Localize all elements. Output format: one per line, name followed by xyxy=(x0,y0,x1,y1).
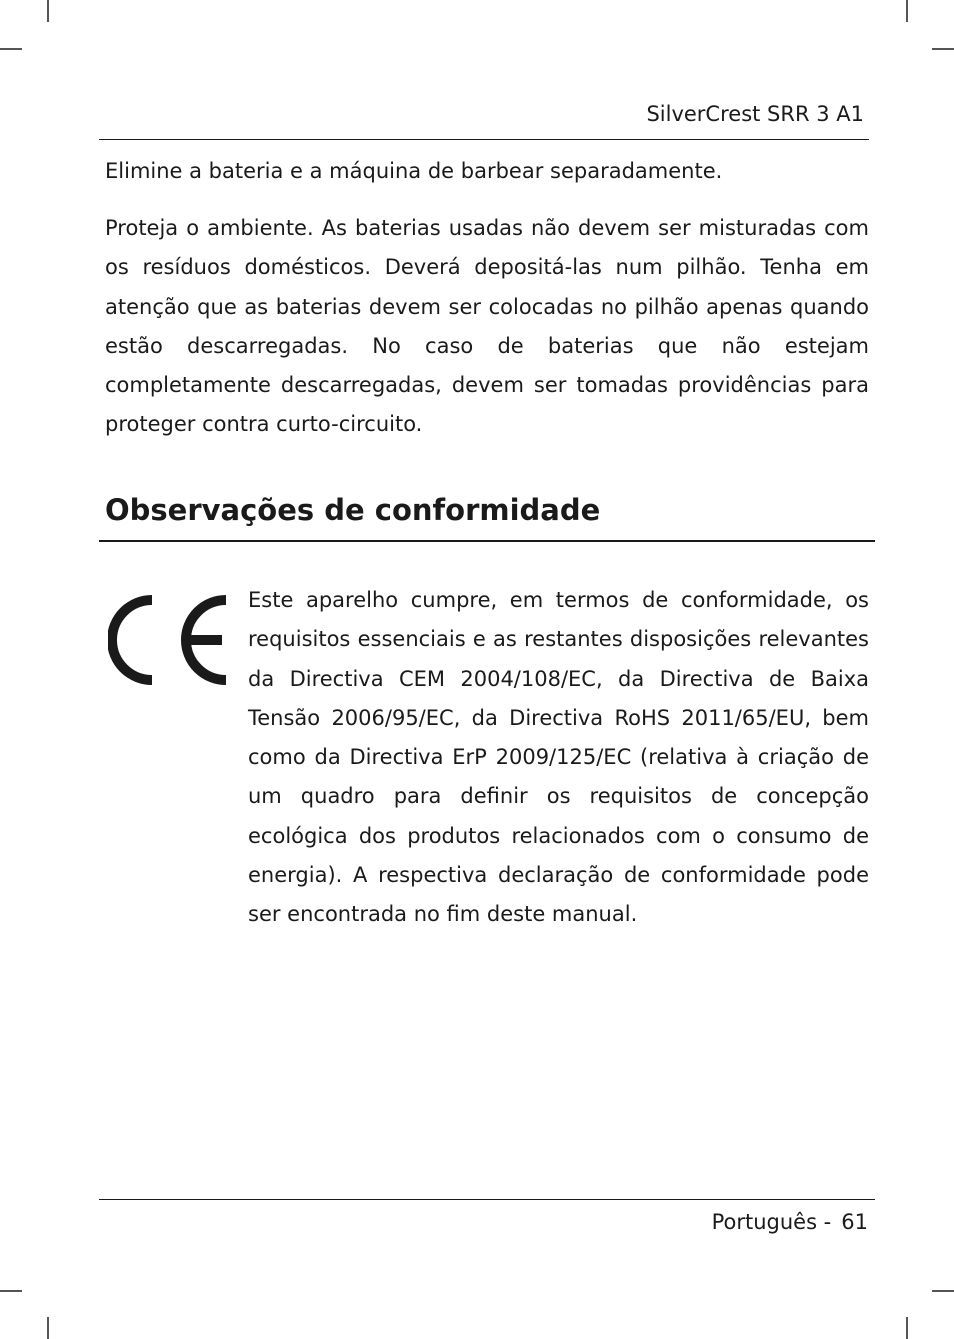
crop-mark-bottom-right-h xyxy=(932,1290,954,1292)
paragraph-dispose: Elimine a bateria e a máquina de barbear separadamente. xyxy=(105,159,723,183)
conformity-paragraph: Este aparelho cumpre, em termos de conformidade, os requisitos essenciais e as restantes disposições relevantes da Directiva CEM 2004/108/EC, da Directiva de Baixa Tensão 2006/95/EC, da Directiva RoHS 2011/65/EU, bem como da Directiva ErP 2009/125/EC (relativa à criação de um quadro para definir os requisitos de concepção ecológica dos produtos relacionados com o consumo de energia). A respectiva declaração de conformidade pode ser encontrada no fim deste manual. xyxy=(248,588,869,927)
crop-mark-bottom-right xyxy=(906,1317,908,1339)
paragraph-environment: Proteja o ambiente. As baterias usadas não devem ser misturadas com os resíduos domésticos. Deverá depositá-las num pilhão. Tenha em atenção que as baterias devem ser colocadas no pilhão apenas quando estão descarregadas. No caso de baterias que não estejam completamente descarregadas, devem ser tomadas providências para proteger contra curto-circuito. xyxy=(105,216,869,437)
ce-mark-icon xyxy=(108,594,234,686)
running-header: SilverCrest SRR 3 A1 xyxy=(646,102,864,126)
header-rule xyxy=(99,139,869,140)
page-footer xyxy=(712,1207,868,1237)
crop-mark-bottom-left xyxy=(47,1317,49,1339)
crop-mark-top-left xyxy=(47,0,49,22)
crop-mark-top-right-h xyxy=(932,48,954,50)
crop-mark-top-left-h xyxy=(0,48,22,50)
section-rule xyxy=(99,540,875,542)
footer-rule xyxy=(99,1199,875,1200)
footer-language: Português - xyxy=(711,1210,832,1234)
section-heading: Observações de conformidade xyxy=(105,493,601,527)
page-number: 61 xyxy=(841,1210,868,1234)
crop-mark-top-right xyxy=(906,0,908,22)
crop-mark-bottom-left-h xyxy=(0,1290,22,1292)
